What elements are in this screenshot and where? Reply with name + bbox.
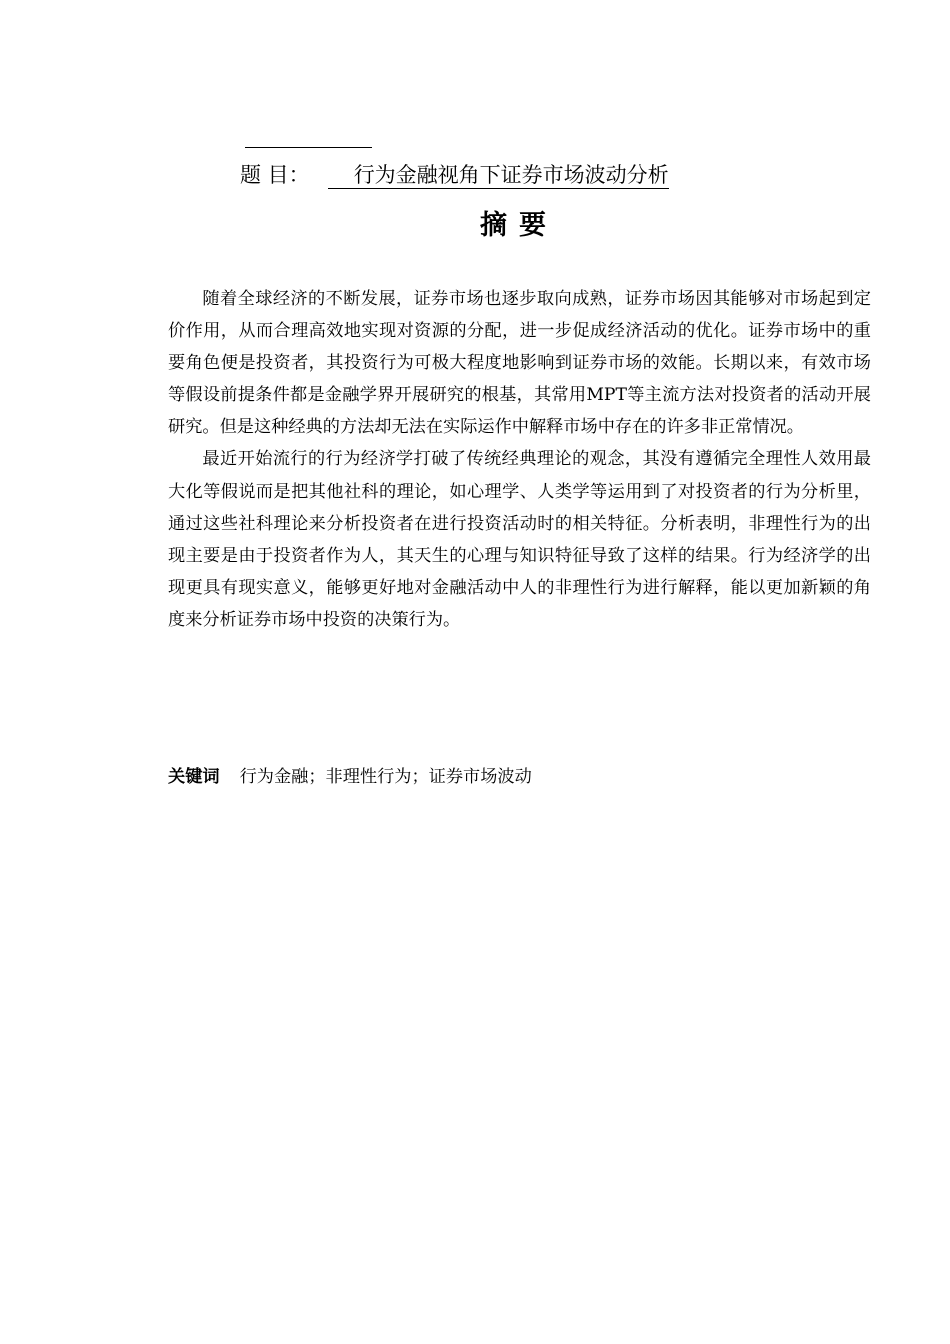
keywords-line xyxy=(168,762,871,792)
abstract-heading: 摘要 xyxy=(480,210,558,241)
title-label: 题 目： xyxy=(240,163,310,187)
abstract-body xyxy=(168,283,871,636)
keywords-label: 关键词 xyxy=(168,767,220,787)
header-rule xyxy=(245,147,372,148)
keywords-value: 行为金融；非理性行为；证券市场波动 xyxy=(239,767,532,787)
abstract-paragraph-2: 最近开始流行的行为经济学打破了传统经典理论的观念，其没有遵循完全理性人效用最大化等假说而是把其他社科的理论，如心理学、人类学等运用到了对投资者的行为分析里，通过这些社科理论来分析投资者在进行投资活动时的相关特征。分析表明，非理性行为的出现主要是由于投资者作为人，其天生的心理与知识特征导致了这样的结果。行为经济学的出现更具有现实意义，能够更好地对金融活动中人的非理性行为进行解释，能以更加新颖的角度来分析证券市场中投资的决策行为。 xyxy=(168,449,871,630)
title-line xyxy=(240,160,669,192)
abstract-paragraph-1: 随着全球经济的不断发展，证券市场也逐步取向成熟，证券市场因其能够对市场起到定价作用，从而合理高效地实现对资源的分配，进一步促成经济活动的优化。证券市场中的重要角色便是投资者，其投资行为可极大程度地影响到证券市场的效能。长期以来，有效市场等假设前提条件都是金融学界开展研究的根基，其常用MPT等主流方法对投资者的活动开展研究。但是这种经典的方法却无法在实际运作中解释市场中存在的许多非正常情况。 xyxy=(168,289,871,438)
title-value: 行为金融视角下证券市场波动分析 xyxy=(328,162,669,189)
